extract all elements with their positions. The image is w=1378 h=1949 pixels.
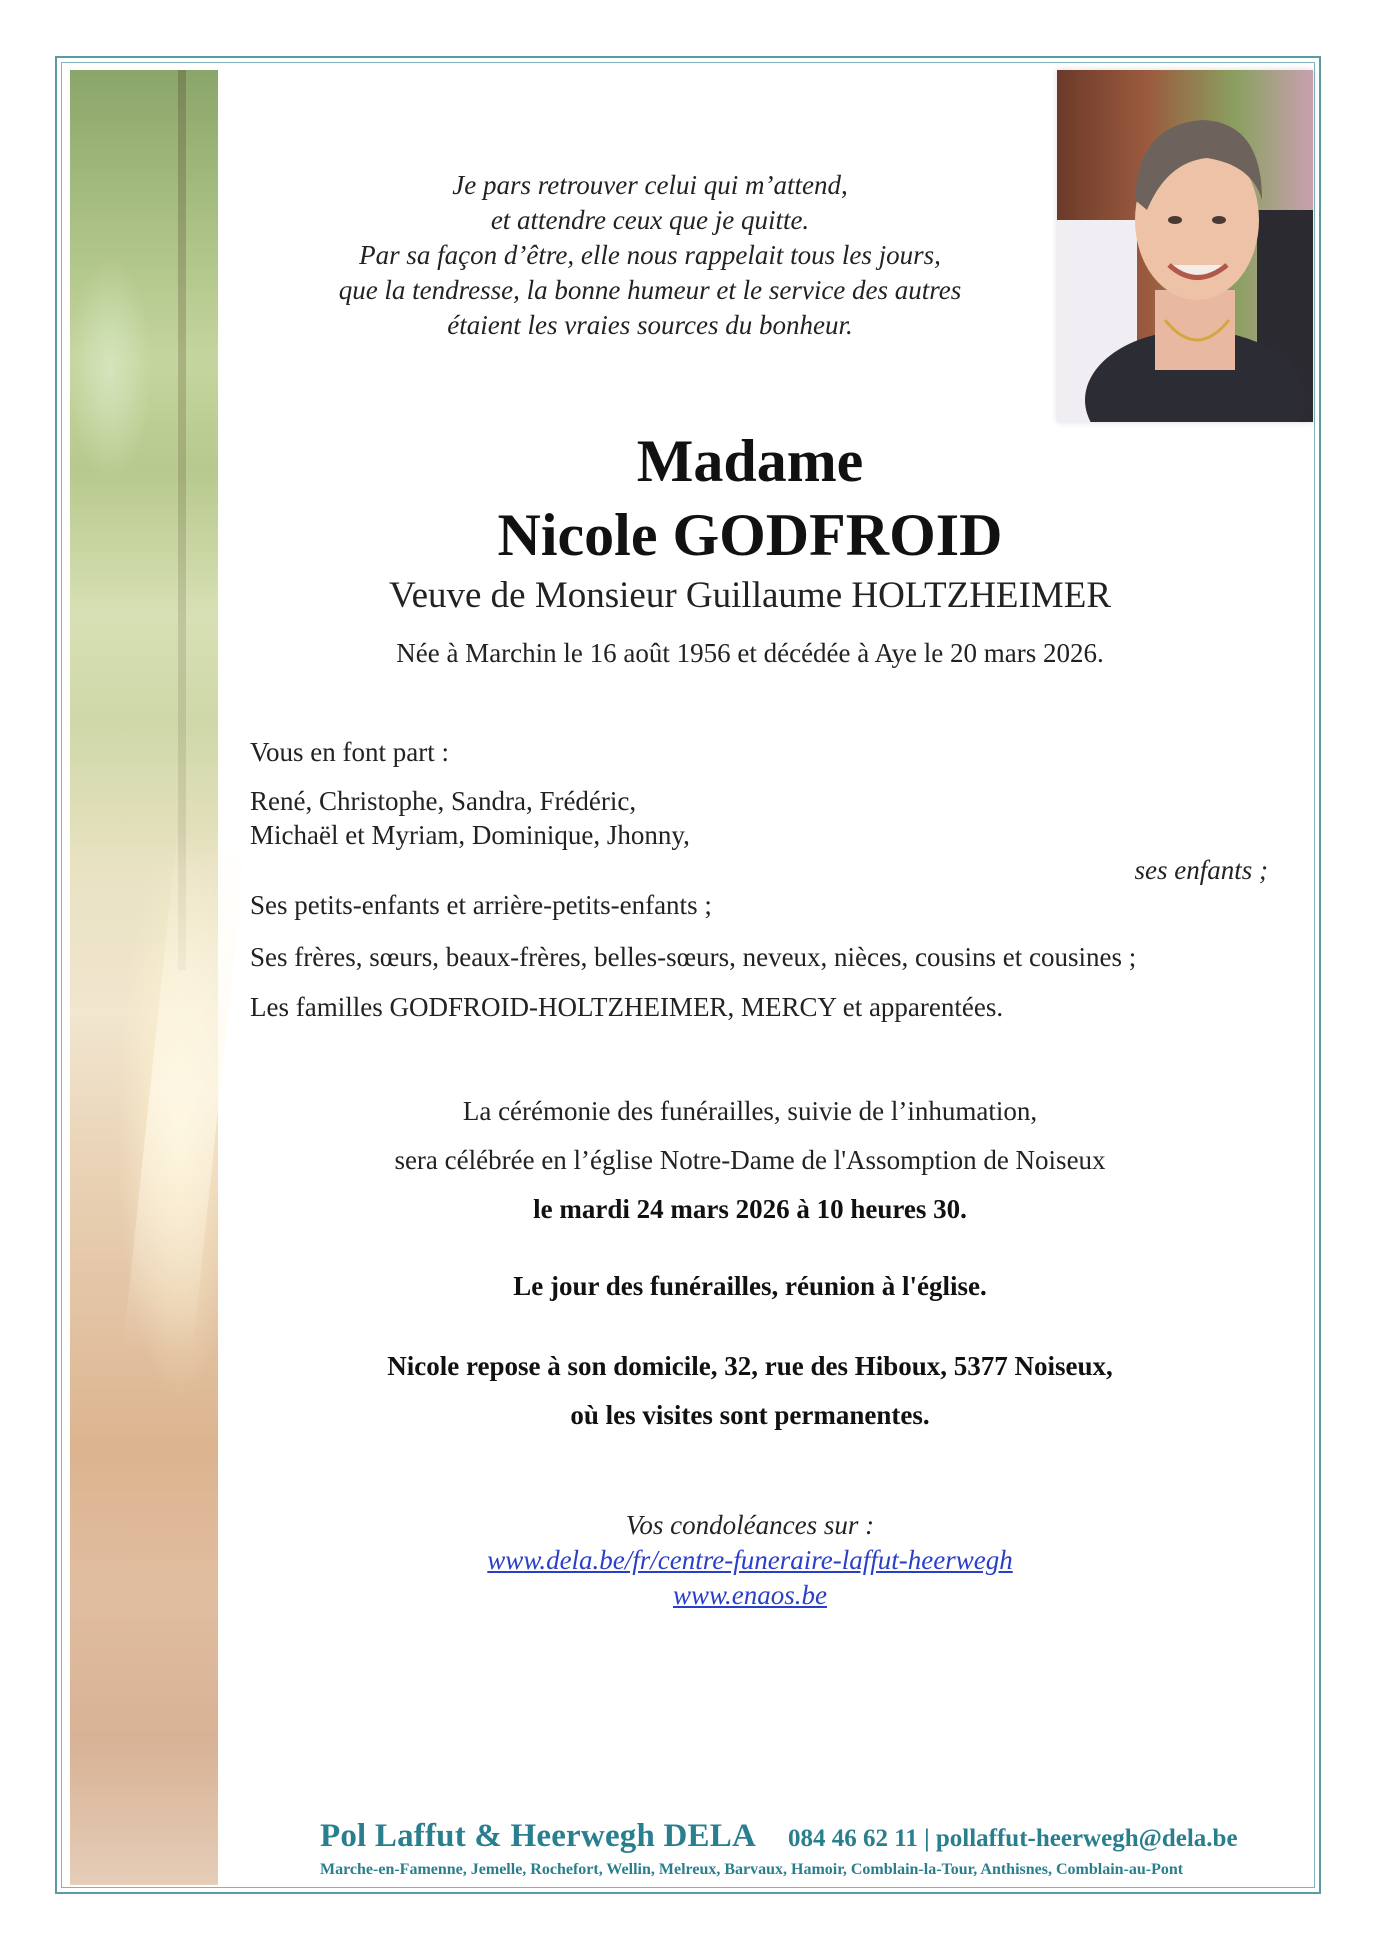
condolences-link-dela[interactable]: www.dela.be/fr/centre-funeraire-laffut-heerwegh (487, 1545, 1013, 1575)
memorial-poem (270, 168, 1030, 343)
portrait-illustration (1057, 70, 1313, 422)
children-role: ses enfants ; (1134, 855, 1268, 885)
portrait-photo (1057, 70, 1313, 422)
rest-line-2: où les visites sont permanentes. (570, 1400, 930, 1430)
condolences-label: Vos condoléances sur : (625, 1510, 875, 1540)
funeral-home-locations: Marche-en-Famenne, Jemelle, Rochefort, Wellin, Melreux, Barvaux, Hamoir, Comblain-la-Tour, Anthisnes, Comblain-au-Pont (320, 1861, 1184, 1878)
birth-death-dates: Née à Marchin le 16 août 1956 et décédée à Aye le 20 mars 2026. (396, 638, 1104, 668)
poem-line: étaient les vraies sources du bonheur. (447, 310, 853, 340)
funeral-home-footer (320, 1818, 1238, 1879)
children-line-1: René, Christophe, Sandra, Frédéric, (250, 786, 637, 816)
grandchildren: Ses petits-enfants et arrière-petits-enfants ; (250, 890, 712, 920)
rest-line-1: Nicole repose à son domicile, 32, rue des Hiboux, 5377 Noiseux, (387, 1351, 1113, 1381)
meeting-note: Le jour des funérailles, réunion à l'église. (513, 1271, 987, 1301)
deceased-name: Nicole GODFROID (497, 502, 1003, 568)
deceased-title: Madame (636, 428, 864, 494)
siblings: Ses frères, sœurs, beaux-frères, belles-sœurs, neveux, nièces, cousins et cousines ; (250, 942, 1137, 972)
poem-line: Par sa façon d’être, elle nous rappelait tous les jours, (359, 240, 941, 270)
poem-line: que la tendresse, la bonne humeur et le service des autres (338, 275, 962, 305)
related-families: Les familles GODFROID-HOLTZHEIMER, MERCY et apparentées. (250, 992, 1004, 1022)
funeral-home-contact: 084 46 62 11 | pollaffut-heerwegh@dela.be (787, 1825, 1238, 1852)
widow-of: Veuve de Monsieur Guillaume HOLTZHEIMER (388, 575, 1112, 616)
forest-path-image (70, 70, 218, 1885)
funeral-home-brand: Pol Laffut & Heerwegh DELA (320, 1818, 756, 1854)
family-intro: Vous en font part : (250, 737, 449, 767)
poem-line: Je pars retrouver celui qui m’attend, (452, 170, 848, 200)
condolences-link-enaos[interactable]: www.enaos.be (673, 1580, 827, 1610)
ceremony-line-2: sera célébrée en l’église Notre-Dame de l'Assomption de Noiseux (394, 1145, 1106, 1175)
ceremony-date: le mardi 24 mars 2026 à 10 heures 30. (533, 1194, 967, 1224)
children-line-2: Michaël et Myriam, Dominique, Jhonny, (250, 820, 690, 850)
poem-line: et attendre ceux que je quitte. (490, 205, 810, 235)
ceremony-line-1: La cérémonie des funérailles, suivie de l’inhumation, (462, 1096, 1038, 1126)
